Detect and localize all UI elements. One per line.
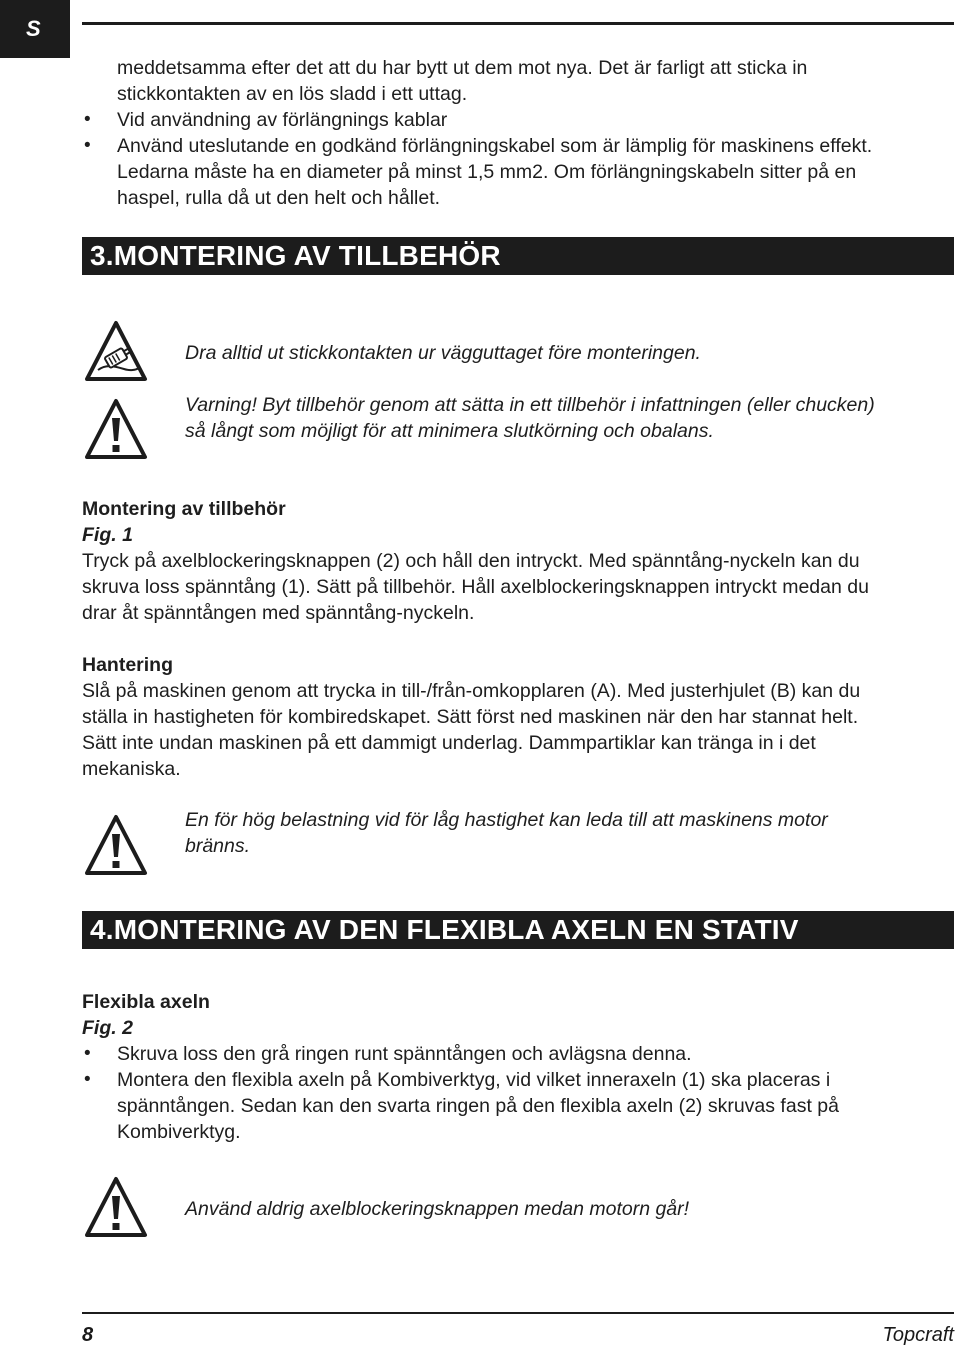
handling-heading: Hantering <box>82 654 174 676</box>
warning-line-1: Varning! Byt tillbehör genom att sätta in ett tillbehör i infattningen (eller chucken) <box>185 394 875 416</box>
warning-triangle-icon <box>84 814 148 881</box>
bullet-marker: • <box>84 109 91 130</box>
fig-2-label: Fig. 2 <box>82 1017 133 1039</box>
handling-line-4: mekaniska. <box>82 758 181 780</box>
handling-line-1: Slå på maskinen genom att trycka in till-/från-omkopplaren (A). Med justerhjulet (B) kan du <box>82 680 861 702</box>
bullet-marker: • <box>84 135 91 156</box>
bottom-rule <box>82 1312 954 1314</box>
load-warning-line-1: En för hög belastning vid för låg hastighet kan leda till att maskinens motor <box>185 809 828 831</box>
intro-line-1: meddetsamma efter det att du har bytt ut dem mot nya. Det är farligt att sticka in <box>117 57 808 79</box>
mounting-line-3: drar åt spänntången med spänntång-nyckeln. <box>82 602 475 624</box>
unplug-note: Dra alltid ut stickkontakten ur vägguttaget före monteringen. <box>185 342 701 364</box>
load-warning-line-2: bränns. <box>185 835 251 857</box>
final-warning: Använd aldrig axelblockeringsknappen medan motorn går! <box>185 1198 690 1220</box>
bullet2-line-2: Ledarna måste ha en diameter på minst 1,5 mm2. Om förlängningskabeln sitter på en <box>117 161 857 183</box>
page-number: 8 <box>82 1324 94 1346</box>
mounting-line-1: Tryck på axelblockeringsknappen (2) och håll den intryckt. Med spänntång-nyckeln kan du <box>82 550 860 572</box>
warning-line-2: så långt som möjligt för att minimera slutkörning och obalans. <box>185 420 714 442</box>
unplug-plug-icon <box>84 320 148 387</box>
flex-bullet-2-line-2: spänntången. Sedan kan den svarta ringen på den flexibla axeln (2) skruvas fast på <box>117 1095 839 1117</box>
handling-line-2: ställa in hastigheten för kombiredskapet. Sätt först ned maskinen när den har stannat helt. <box>82 706 859 728</box>
warning-triangle-icon <box>84 1176 148 1243</box>
bullet-marker: • <box>84 1043 91 1064</box>
bullet2-line-3: haspel, rulla då ut den helt och hållet. <box>117 187 441 209</box>
flex-bullet-2-line-3: Kombiverktyg. <box>117 1121 241 1143</box>
fig-1-label: Fig. 1 <box>82 524 133 546</box>
bullet2-line-1: Använd uteslutande en godkänd förlängningskabel som är lämplig för maskinens effekt. <box>117 135 873 157</box>
section-3-title: 3.MONTERING AV TILLBEHÖR <box>82 237 954 275</box>
flex-bullet-1: Skruva loss den grå ringen runt spänntången och avlägsna denna. <box>117 1043 692 1065</box>
mounting-heading: Montering av tillbehör <box>82 498 286 520</box>
intro-line-2: stickkontakten av en lös sladd i ett uttag. <box>117 83 468 105</box>
flex-bullet-2-line-1: Montera den flexibla axeln på Kombiverktyg, vid vilket inneraxeln (1) ska placeras i <box>117 1069 831 1091</box>
bullet-marker: • <box>84 1069 91 1090</box>
section-4-title: 4.MONTERING AV DEN FLEXIBLA AXELN EN STATIV <box>82 911 954 949</box>
top-rule <box>82 22 954 25</box>
bullet-extension-cables: Vid användning av förlängnings kablar <box>117 109 448 131</box>
handling-line-3: Sätt inte undan maskinen på ett dammigt underlag. Dammpartiklar kan tränga in i det <box>82 732 816 754</box>
mounting-line-2: skruva loss spänntång (1). Sätt på tillbehör. Håll axelblockeringsknappen intryckt medan du <box>82 576 869 598</box>
warning-triangle-icon <box>84 398 148 465</box>
flex-heading: Flexibla axeln <box>82 991 210 1013</box>
language-tab: S <box>0 0 70 58</box>
brand-name: Topcraft <box>882 1324 954 1346</box>
